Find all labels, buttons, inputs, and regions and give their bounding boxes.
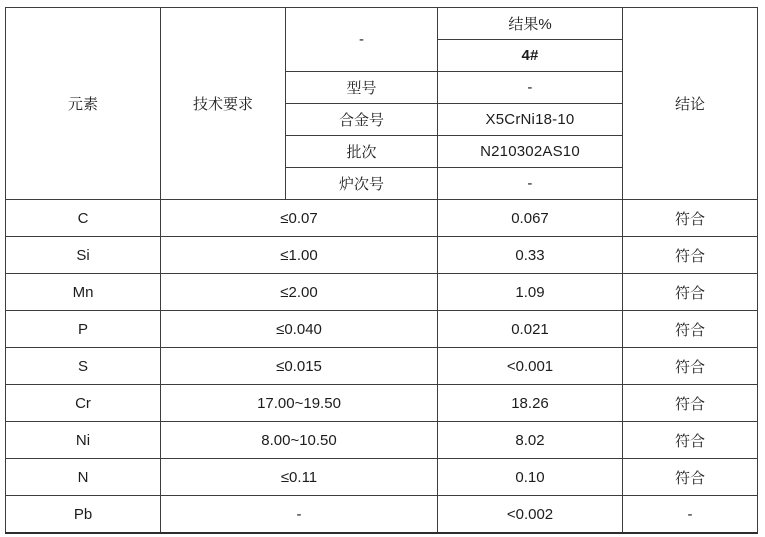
meta-value-heat: - [438,168,623,200]
header-conclusion: 结论 [623,8,758,200]
result-cell: 18.26 [438,385,623,422]
conclusion-cell: 符合 [623,385,758,422]
table-row [6,459,758,496]
table-row [6,422,758,459]
header-element: 元素 [6,8,161,200]
element-cell: Pb [6,496,161,534]
conclusion-cell: 符合 [623,348,758,385]
conclusion-cell: 符合 [623,459,758,496]
requirement-cell: ≤0.11 [161,459,438,496]
meta-value-model: - [438,72,623,104]
meta-label-alloy: 合金号 [286,104,438,136]
sample-number: 4# [438,40,623,72]
result-cell: 0.33 [438,237,623,274]
header-result-percent: 结果% [438,8,623,40]
meta-sample-label: - [286,8,438,72]
conclusion-cell: 符合 [623,422,758,459]
header-row-result [6,8,758,40]
meta-value-alloy: X5CrNi18-10 [438,104,623,136]
table-row [6,200,758,237]
conclusion-cell: 符合 [623,237,758,274]
header-requirement: 技术要求 [161,8,286,200]
requirement-cell: ≤2.00 [161,274,438,311]
conclusion-cell: 符合 [623,274,758,311]
result-cell: 0.021 [438,311,623,348]
requirement-cell: - [161,496,438,534]
result-cell: 1.09 [438,274,623,311]
element-cell: Mn [6,274,161,311]
requirement-cell: 8.00~10.50 [161,422,438,459]
meta-label-model: 型号 [286,72,438,104]
table-row [6,385,758,422]
table-row [6,348,758,385]
result-cell: <0.001 [438,348,623,385]
result-cell: 0.067 [438,200,623,237]
composition-table [5,7,758,534]
element-cell: P [6,311,161,348]
conclusion-cell: 符合 [623,311,758,348]
element-cell: Si [6,237,161,274]
table-row [6,311,758,348]
table-row [6,496,758,534]
element-cell: N [6,459,161,496]
element-cell: C [6,200,161,237]
meta-label-batch: 批次 [286,136,438,168]
requirement-cell: 17.00~19.50 [161,385,438,422]
conclusion-cell: - [623,496,758,534]
meta-value-batch: N210302AS10 [438,136,623,168]
result-cell: 0.10 [438,459,623,496]
result-cell: <0.002 [438,496,623,534]
element-cell: Ni [6,422,161,459]
element-cell: Cr [6,385,161,422]
meta-label-heat: 炉次号 [286,168,438,200]
table-row [6,237,758,274]
requirement-cell: ≤0.07 [161,200,438,237]
table-row [6,274,758,311]
requirement-cell: ≤1.00 [161,237,438,274]
result-cell: 8.02 [438,422,623,459]
requirement-cell: ≤0.040 [161,311,438,348]
conclusion-cell: 符合 [623,200,758,237]
requirement-cell: ≤0.015 [161,348,438,385]
element-cell: S [6,348,161,385]
